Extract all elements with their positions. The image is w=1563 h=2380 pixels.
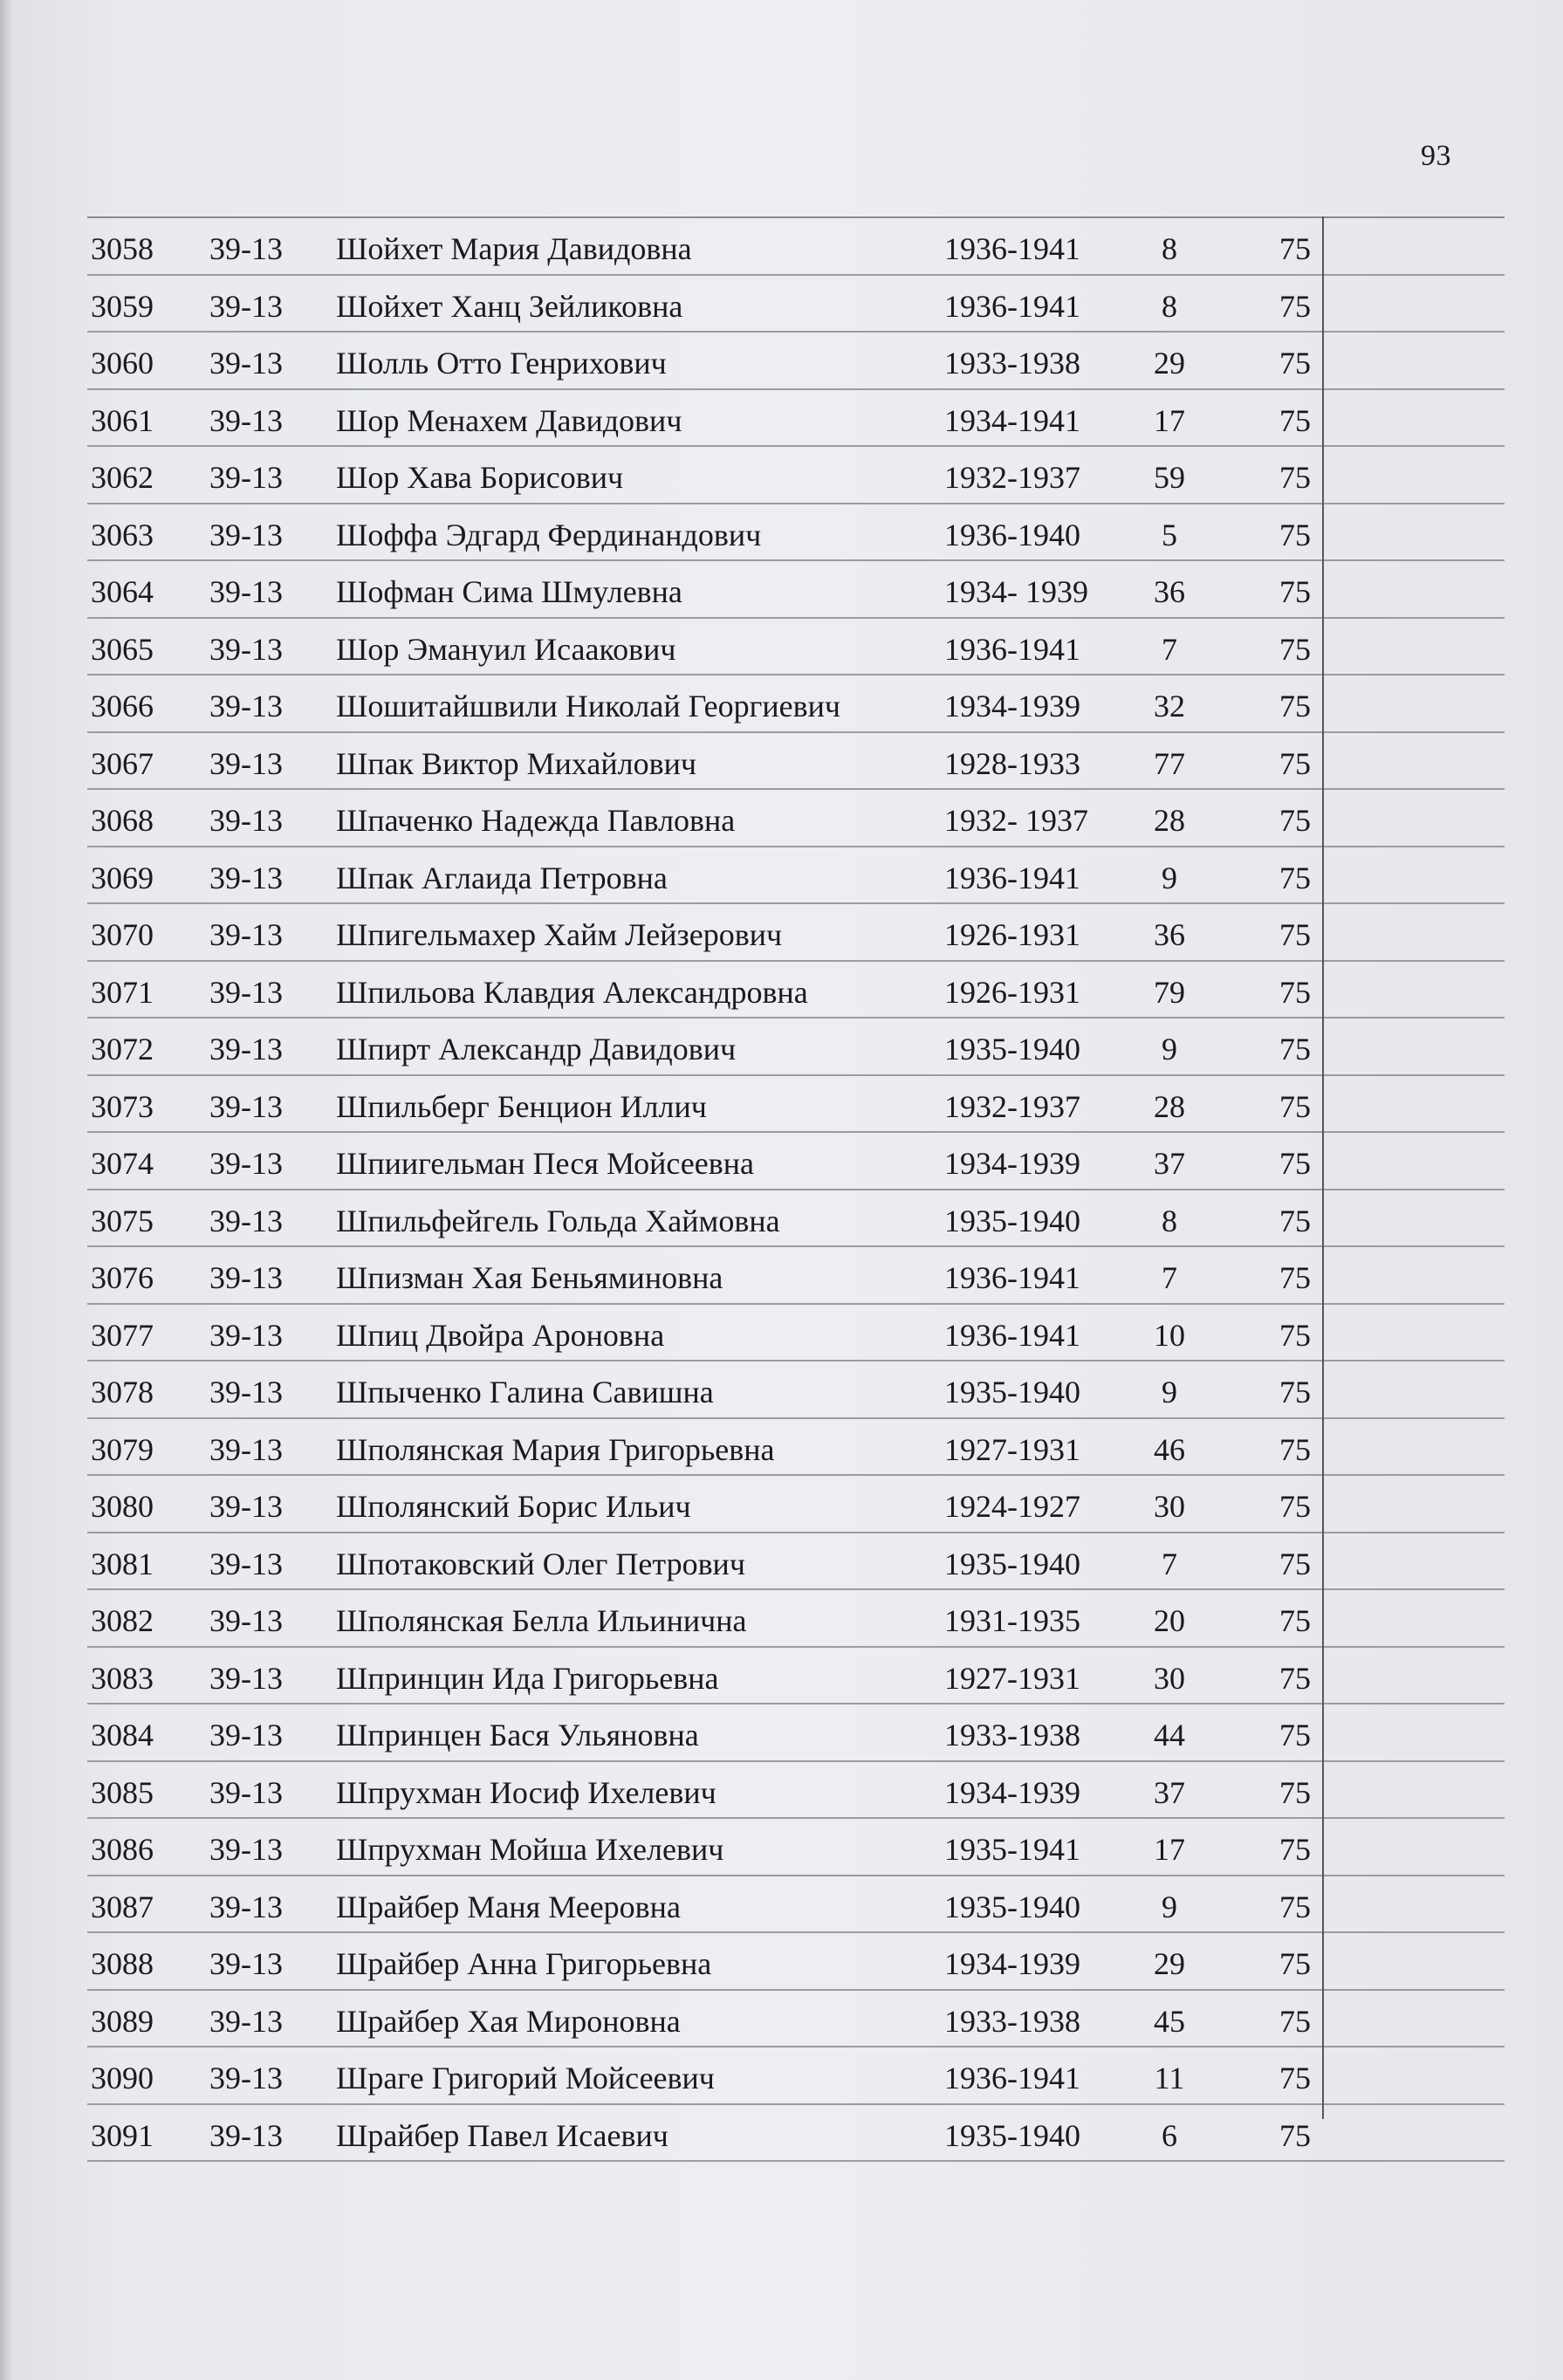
record-code: 39-13 [209,402,283,438]
record-count: 17 [1154,1832,1185,1867]
record-years: 1936-1941 [944,631,1080,667]
table-row [87,733,1505,791]
record-value: 75 [1279,1146,1311,1181]
record-value: 75 [1279,689,1311,724]
record-years: 1935-1940 [944,1032,1080,1067]
record-years: 1936-1941 [944,231,1080,266]
record-years: 1934- 1939 [944,574,1088,609]
record-years: 1935-1940 [944,1889,1080,1924]
table-row [87,1476,1505,1533]
record-value: 75 [1279,860,1311,895]
record-number: 3081 [91,1546,154,1581]
record-name: Шпильфейгель Гольда Хаймовна [336,1203,780,1238]
record-value: 75 [1279,745,1311,781]
record-number: 3077 [91,1317,154,1353]
table-row [87,333,1505,390]
record-code: 39-13 [209,1203,283,1238]
record-count: 9 [1162,1032,1177,1067]
record-value: 75 [1279,1660,1311,1696]
record-number: 3086 [91,1832,154,1867]
record-name: Шрайбер Хая Мироновна [336,2003,681,2039]
record-count: 30 [1154,1489,1185,1524]
record-years: 1934-1939 [944,1774,1080,1810]
record-years: 1927-1931 [944,1660,1080,1696]
record-years: 1935-1941 [944,1832,1080,1867]
record-count: 28 [1154,1088,1185,1124]
record-value: 75 [1279,402,1311,438]
record-value: 75 [1279,803,1311,838]
record-code: 39-13 [209,2061,283,2095]
table-row [87,847,1505,905]
record-code: 39-13 [209,460,283,495]
record-count: 20 [1154,1603,1185,1638]
record-name: Шпиц Двойра Ароновна [336,1317,665,1353]
record-count: 5 [1162,517,1177,552]
table-right-border [1322,216,1324,2119]
record-value: 75 [1279,1260,1311,1295]
record-count: 29 [1154,1946,1185,1981]
record-name: Шор Эмануил Исаакович [336,631,676,667]
record-value: 75 [1279,1889,1311,1924]
record-value: 75 [1279,2061,1311,2095]
record-name: Шпрухман Мойша Ихелевич [336,1832,724,1867]
table-row [87,1019,1505,1076]
record-years: 1934-1939 [944,1946,1080,1981]
record-name: Шпринцин Ида Григорьевна [336,1660,719,1696]
record-code: 39-13 [209,1088,283,1124]
record-count: 28 [1154,803,1185,838]
record-value: 75 [1279,1032,1311,1067]
record-years: 1935-1940 [944,1375,1080,1409]
record-count: 44 [1154,1718,1185,1752]
record-number: 3087 [91,1889,154,1924]
record-code: 39-13 [209,1774,283,1810]
record-count: 8 [1162,288,1177,324]
record-name: Шпаченко Надежда Павловна [336,803,736,838]
record-name: Шраге Григорий Мойсеевич [336,2061,715,2095]
table-row [87,1076,1505,1134]
table-row [87,1704,1505,1762]
record-years: 1936-1941 [944,860,1080,895]
record-number: 3070 [91,917,154,952]
table-row [87,1876,1505,1934]
record-name: Шоффа Эдгард Фердинандович [336,517,762,552]
record-code: 39-13 [209,1889,283,1924]
record-name: Шпотаковский Олег Петрович [336,1546,745,1581]
record-number: 3065 [91,631,154,667]
record-name: Шпирт Александр Давидович [336,1032,737,1067]
record-value: 75 [1279,1603,1311,1638]
record-name: Шофман Сима Шмулевна [336,574,682,609]
table-row [87,962,1505,1019]
record-name: Шпрухман Иосиф Ихелевич [336,1774,716,1810]
record-count: 8 [1162,231,1177,266]
record-code: 39-13 [209,689,283,724]
record-number: 3090 [91,2061,154,2095]
record-name: Шпизман Хая Беньяминовна [336,1260,723,1295]
record-value: 75 [1279,1946,1311,1981]
record-number: 3089 [91,2003,154,2039]
record-code: 39-13 [209,288,283,324]
record-number: 3066 [91,689,154,724]
record-name: Шор Хава Борисович [336,460,624,495]
record-count: 11 [1154,2061,1185,2095]
record-count: 6 [1162,2117,1177,2153]
record-number: 3079 [91,1431,154,1467]
record-years: 1926-1931 [944,917,1080,952]
record-name: Шпиигельман Песя Мойсеевна [336,1146,754,1181]
record-name: Шполянская Мария Григорьевна [336,1431,775,1467]
record-number: 3091 [91,2117,154,2153]
record-name: Шор Менахем Давидович [336,402,682,438]
record-years: 1933-1938 [944,346,1080,381]
record-count: 45 [1154,2003,1185,2039]
record-number: 3069 [91,860,154,895]
table-row [87,276,1505,333]
records-table [87,216,1505,2162]
record-value: 75 [1279,1489,1311,1524]
record-number: 3058 [91,231,154,266]
record-count: 32 [1154,689,1185,724]
record-number: 3062 [91,460,154,495]
record-value: 75 [1279,1088,1311,1124]
record-years: 1926-1931 [944,974,1080,1010]
record-number: 3059 [91,288,154,324]
record-value: 75 [1279,460,1311,495]
table-row [87,1190,1505,1248]
record-value: 75 [1279,231,1311,266]
record-years: 1933-1938 [944,1718,1080,1752]
record-count: 8 [1162,1203,1177,1238]
table-row [87,2047,1505,2105]
record-number: 3073 [91,1088,154,1124]
record-code: 39-13 [209,1832,283,1867]
record-count: 36 [1154,917,1185,952]
record-code: 39-13 [209,1431,283,1467]
record-number: 3061 [91,402,154,438]
record-years: 1936-1941 [944,2061,1080,2095]
record-value: 75 [1279,1375,1311,1409]
record-code: 39-13 [209,1660,283,1696]
record-number: 3074 [91,1146,154,1181]
table-row [87,1648,1505,1705]
record-years: 1936-1941 [944,288,1080,324]
record-value: 75 [1279,1774,1311,1810]
table-row [87,1133,1505,1190]
record-years: 1936-1941 [944,1317,1080,1353]
record-count: 7 [1162,1260,1177,1295]
record-code: 39-13 [209,1946,283,1981]
record-name: Шолль Отто Генрихович [336,346,667,381]
record-count: 59 [1154,460,1185,495]
page-edge-shadow [0,0,12,2380]
record-name: Шрайбер Анна Григорьевна [336,1946,712,1981]
table-row [87,447,1505,504]
record-code: 39-13 [209,1317,283,1353]
record-value: 75 [1279,1317,1311,1353]
record-code: 39-13 [209,631,283,667]
record-value: 75 [1279,2117,1311,2153]
record-value: 75 [1279,631,1311,667]
record-count: 46 [1154,1431,1185,1467]
record-code: 39-13 [209,860,283,895]
record-code: 39-13 [209,1489,283,1524]
record-years: 1934-1941 [944,402,1080,438]
record-value: 75 [1279,1832,1311,1867]
record-name: Шойхет Мария Давидовна [336,231,692,266]
record-code: 39-13 [209,231,283,266]
record-count: 9 [1162,1889,1177,1924]
record-name: Шойхет Ханц Зейликовна [336,288,683,324]
table-row [87,1361,1505,1419]
record-count: 30 [1154,1660,1185,1696]
record-code: 39-13 [209,346,283,381]
record-name: Шпринцен Бася Ульяновна [336,1718,699,1752]
record-name: Шпильберг Бенцион Иллич [336,1088,707,1124]
record-years: 1924-1927 [944,1489,1080,1524]
record-number: 3076 [91,1260,154,1295]
table-row [87,619,1505,676]
record-name: Шполянский Борис Ильич [336,1489,691,1524]
table-row [87,2105,1505,2163]
table-row [87,1933,1505,1991]
record-name: Шошитайшвили Николай Георгиевич [336,689,841,724]
record-number: 3068 [91,803,154,838]
record-value: 75 [1279,1203,1311,1238]
record-count: 36 [1154,574,1185,609]
record-years: 1935-1940 [944,2117,1080,2153]
record-code: 39-13 [209,803,283,838]
record-name: Шпигельмахер Хайм Лейзерович [336,917,783,952]
record-name: Шпильова Клавдия Александровна [336,974,808,1010]
record-count: 7 [1162,1546,1177,1581]
record-number: 3082 [91,1603,154,1638]
record-number: 3071 [91,974,154,1010]
record-value: 75 [1279,974,1311,1010]
record-count: 77 [1154,745,1185,781]
record-code: 39-13 [209,1260,283,1295]
record-years: 1932-1937 [944,460,1080,495]
record-number: 3088 [91,1946,154,1981]
record-count: 7 [1162,631,1177,667]
record-years: 1935-1940 [944,1203,1080,1238]
record-code: 39-13 [209,574,283,609]
record-number: 3085 [91,1774,154,1810]
record-years: 1934-1939 [944,1146,1080,1181]
record-years: 1936-1941 [944,1260,1080,1295]
record-code: 39-13 [209,1375,283,1409]
record-name: Шпак Аглаида Петровна [336,860,668,895]
record-code: 39-13 [209,745,283,781]
record-count: 37 [1154,1774,1185,1810]
record-number: 3078 [91,1375,154,1409]
record-code: 39-13 [209,517,283,552]
record-count: 10 [1154,1317,1185,1353]
record-years: 1936-1940 [944,517,1080,552]
record-code: 39-13 [209,917,283,952]
record-code: 39-13 [209,1146,283,1181]
record-name: Шпыченко Галина Савишна [336,1375,714,1409]
record-code: 39-13 [209,1603,283,1638]
record-number: 3060 [91,346,154,381]
record-name: Шполянская Белла Ильинична [336,1603,747,1638]
page-number: 93 [1421,140,1451,172]
table-row [87,1419,1505,1477]
record-count: 29 [1154,346,1185,381]
record-code: 39-13 [209,1718,283,1752]
record-number: 3067 [91,745,154,781]
table-row [87,1247,1505,1305]
record-value: 75 [1279,288,1311,324]
record-name: Шпак Виктор Михайлович [336,745,696,781]
record-years: 1933-1938 [944,2003,1080,2039]
record-number: 3075 [91,1203,154,1238]
record-count: 9 [1162,1375,1177,1409]
record-number: 3063 [91,517,154,552]
record-years: 1934-1939 [944,689,1080,724]
record-code: 39-13 [209,1546,283,1581]
record-value: 75 [1279,2003,1311,2039]
table-row [87,218,1505,276]
table-row [87,1590,1505,1648]
table-row [87,1991,1505,2048]
record-value: 75 [1279,1546,1311,1581]
record-number: 3072 [91,1032,154,1067]
record-years: 1932- 1937 [944,803,1088,838]
table-row [87,561,1505,619]
record-count: 37 [1154,1146,1185,1181]
table-row [87,1305,1505,1362]
record-number: 3084 [91,1718,154,1752]
table-row [87,790,1505,847]
record-number: 3064 [91,574,154,609]
record-number: 3083 [91,1660,154,1696]
record-code: 39-13 [209,974,283,1010]
record-years: 1928-1933 [944,745,1080,781]
record-code: 39-13 [209,1032,283,1067]
record-number: 3080 [91,1489,154,1524]
record-name: Шрайбер Павел Исаевич [336,2117,668,2153]
table-row [87,1762,1505,1820]
record-years: 1932-1937 [944,1088,1080,1124]
record-years: 1935-1940 [944,1546,1080,1581]
record-code: 39-13 [209,2117,283,2153]
record-value: 75 [1279,917,1311,952]
record-years: 1927-1931 [944,1431,1080,1467]
record-value: 75 [1279,1718,1311,1752]
table-row [87,390,1505,448]
table-row [87,676,1505,733]
record-years: 1931-1935 [944,1603,1080,1638]
record-count: 17 [1154,402,1185,438]
record-name: Шрайбер Маня Мееровна [336,1889,681,1924]
table-row [87,1819,1505,1876]
table-row [87,504,1505,562]
table-row [87,904,1505,962]
record-code: 39-13 [209,2003,283,2039]
record-count: 79 [1154,974,1185,1010]
record-value: 75 [1279,346,1311,381]
record-count: 9 [1162,860,1177,895]
record-value: 75 [1279,574,1311,609]
record-value: 75 [1279,517,1311,552]
table-row [87,1533,1505,1591]
record-value: 75 [1279,1431,1311,1467]
